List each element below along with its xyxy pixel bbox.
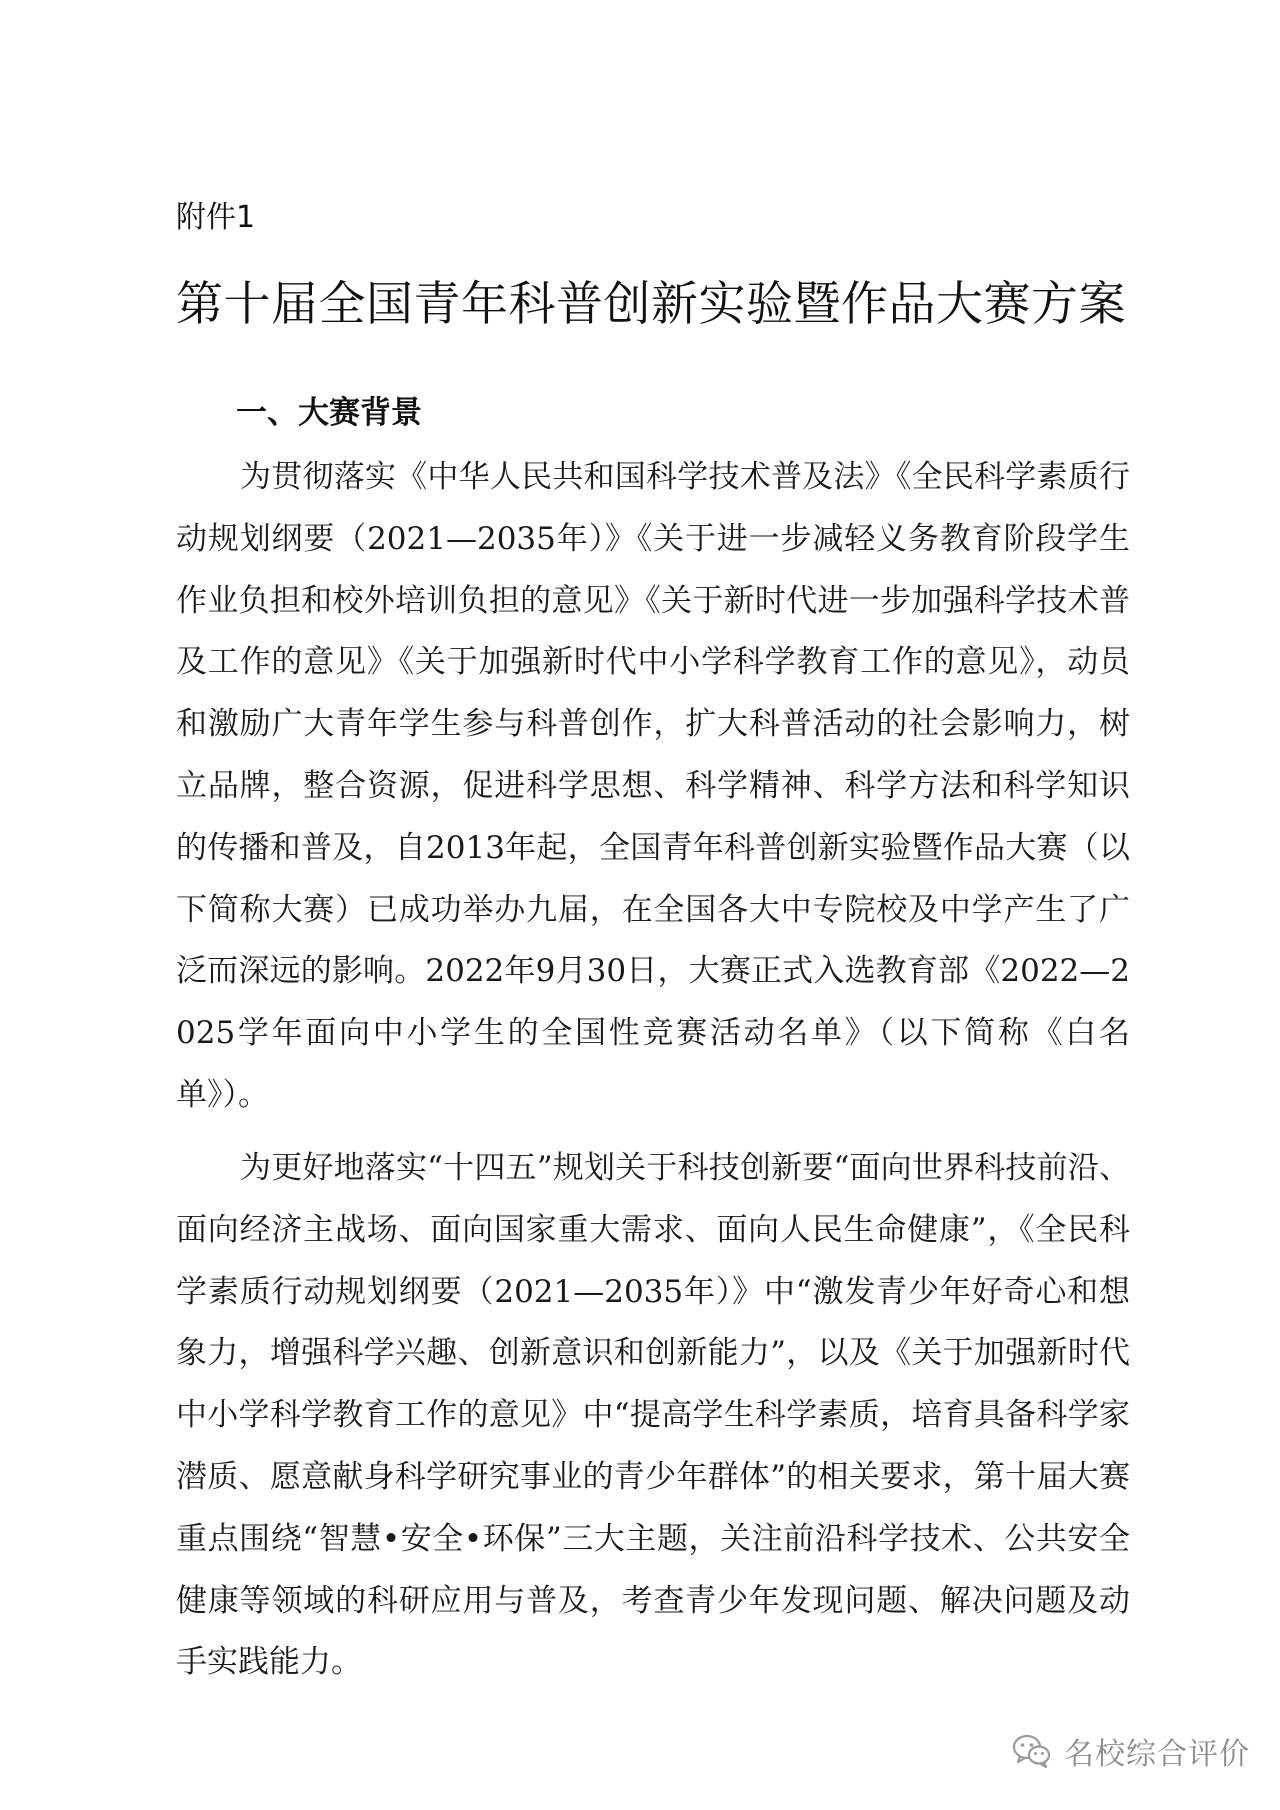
- body-paragraph-1: 为贯彻落实《中华人民共和国科学技术普及法》《全民科学素质行动规划纲要（2021—2035年）》《关于进一步减轻义务教育阶段学生作业负担和校外培训负担的意见》《关于新时代进一步加强科学技术普及工作的意见》《关于加强新时代中小学科学教育工作的意见》，动员和激励广大青年学生参与科普创作，扩大科普活动的社会影响力，树立品牌，整合资源，促进科学思想、科学精神、科学方法和科学知识的传播和普及，自2013年起，全国青年科普创新实验暨作品大赛（以下简称大赛）已成功举办九届，在全国各大中专院校及中学产生了广泛而深远的影响。2022年9月30日，大赛正式入选教育部《2022—2025学年面向中小学生的全国性竞赛活动名单》（以下简称《白名单》）。: [176, 459, 1130, 1113]
- watermark-text: 名校综合评价: [1064, 1737, 1250, 1772]
- watermark: [1012, 1727, 1250, 1775]
- body-paragraph-2: 为更好地落实“十四五”规划关于科技创新要“面向世界科技前沿、面向经济主战场、面向国家重大需求、面向人民生命健康”，《全民科学素质行动规划纲要（2021—2035年）》中“激发青少年好奇心和想象力，增强科学兴趣、创新意识和创新能力”，以及《关于加强新时代中小学科学教育工作的意见》中“提高学生科学素质，培育具备科学家潜质、愿意献身科学研究事业的青少年群体”的相关要求，第十届大赛重点围绕“智慧•安全•环保”三大主题，关注前沿科学技术、公共安全健康等领域的科研应用与普及，考查青少年发现问题、解决问题及动手实践能力。: [176, 1150, 1130, 1681]
- wechat-icon: [1012, 1733, 1052, 1769]
- attachment-label: 附件1: [176, 200, 256, 235]
- section-heading: 一、大赛背景: [236, 395, 422, 431]
- document-title: 第十届全国青年科普创新实验暨作品大赛方案: [176, 277, 1126, 332]
